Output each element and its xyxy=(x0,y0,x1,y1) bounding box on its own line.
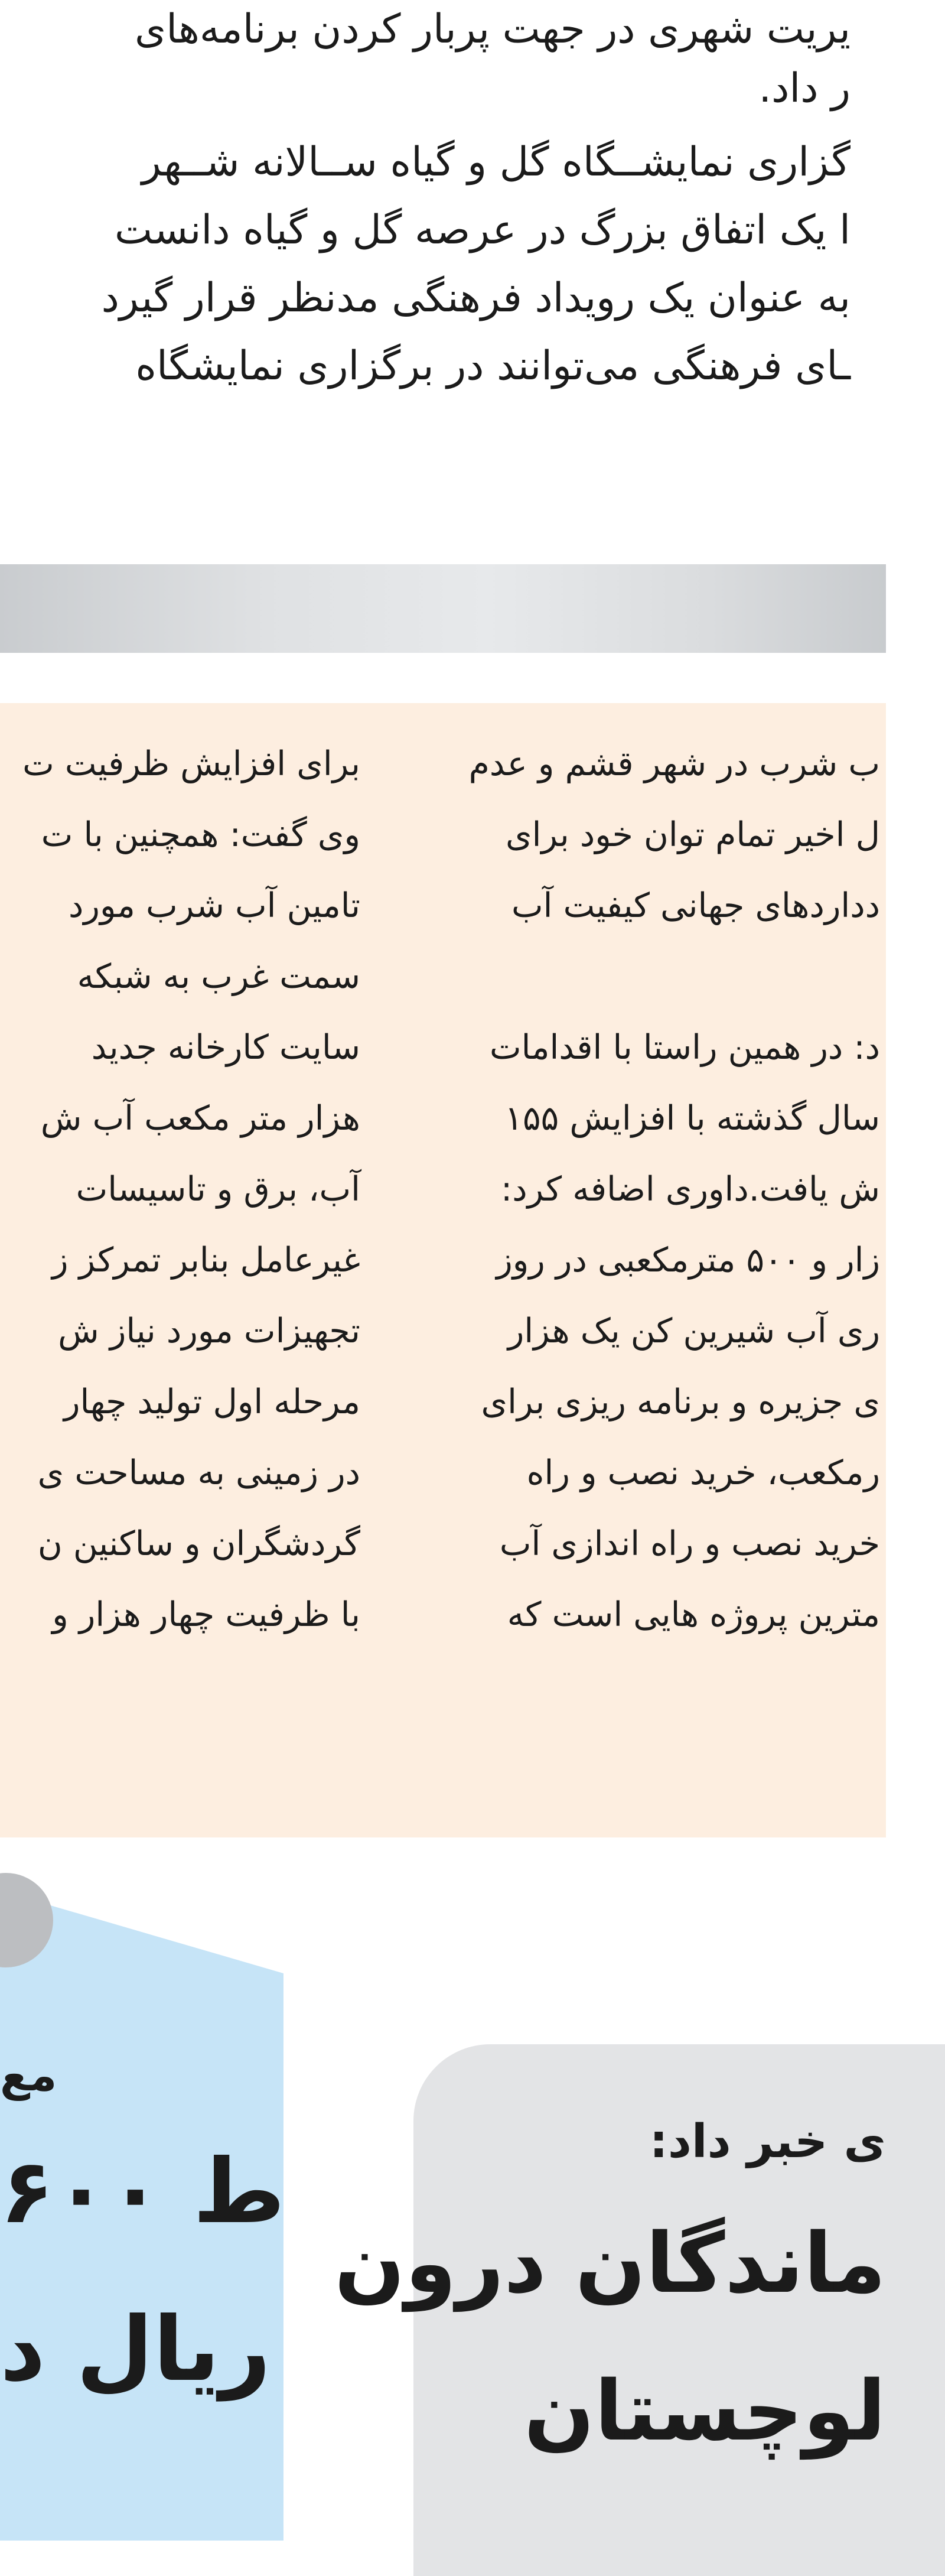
article-text-line: ر داد. xyxy=(758,65,850,112)
column-text-line: زار و ۵۰۰ مترمکعبی در روز xyxy=(496,1241,880,1280)
boxed-article xyxy=(0,703,886,1837)
gray-headline-line-2: لوچستان xyxy=(524,2363,886,2460)
column-text-line: ب شرب در شهر قشم و عدم xyxy=(468,744,880,783)
article-text-line: ا یک اتفاق بزرگ در عرصه گل و گیاه دانست xyxy=(115,207,850,253)
column-text-line: آب، برق و تاسیسات xyxy=(76,1170,360,1209)
section-divider-band xyxy=(0,564,886,653)
column-text-line: ی جزیره و برنامه ریزی برای xyxy=(481,1383,880,1422)
bottom-headlines-area xyxy=(0,1837,886,2480)
article-column-right xyxy=(431,727,886,1790)
column-text-line: با ظرفیت چهار هزار و xyxy=(52,1595,360,1634)
column-text-line: سایت کارخانه جدید xyxy=(91,1028,360,1067)
column-text-line: برای افزایش ظرفیت ت xyxy=(22,744,360,783)
column-text-line: مرحله اول تولید چهار xyxy=(64,1383,360,1422)
blue-kicker: مع xyxy=(0,2050,57,2101)
column-text-line: د: در همین راستا با اقدامات xyxy=(489,1028,880,1067)
article-text-line: گزاری نمایشــگاه گل و گیاه ســالانه شــهر xyxy=(141,139,850,186)
column-text-line: در زمینی به مساحت ی xyxy=(37,1453,360,1492)
blue-headline: ۶۰۰ ط xyxy=(0,2141,285,2243)
column-text-line: ل اخیر تمام توان خود برای xyxy=(505,815,880,854)
column-text-line: خرید نصب و راه اندازی آب xyxy=(499,1524,880,1563)
article-text-line: ـای فرهنگی می‌توانند در برگزاری نمایشگاه xyxy=(135,343,850,389)
article-column-left xyxy=(0,727,360,1790)
blue-headline-line-2: ریال د xyxy=(0,2298,271,2401)
column-text-line: غیرعامل بنابر تمرکز ز xyxy=(51,1241,360,1280)
column-text-line: تجهیزات مورد نیاز ش xyxy=(58,1312,360,1351)
article-text-line: به عنوان یک رویداد فرهنگی مدنظر قرار گیرد xyxy=(101,275,850,321)
column-text-line: مترین پروژه هایی است که xyxy=(507,1595,880,1634)
column-text-line: رمکعب، خرید نصب و راه xyxy=(526,1453,880,1492)
column-text-line: دداردهای جهانی کیفیت آب xyxy=(511,886,880,925)
column-text-line: وی گفت: همچنین با ت xyxy=(41,815,360,854)
column-text-line: تامین آب شرب مورد xyxy=(69,886,360,925)
column-text-line: ری آب شیرین کن یک هزار xyxy=(507,1312,880,1351)
gray-kicker: ی خبر داد: xyxy=(649,2115,886,2168)
column-text-line: هزار متر مکعب آب ش xyxy=(40,1099,360,1138)
top-article xyxy=(0,0,886,532)
article-text-line: یریت شهری در جهت پربار کردن برنامه‌های xyxy=(135,6,850,53)
column-text-line: سمت غرب به شبکه xyxy=(77,957,360,996)
gray-headline: ماندگان درون xyxy=(334,2216,886,2312)
column-text-line: ش یافت.داوری اضافه کرد: xyxy=(501,1170,880,1209)
column-text-line: گردشگران و ساکنین ن xyxy=(37,1524,360,1563)
column-text-line: سال گذشته با افزایش ۱۵۵ xyxy=(504,1099,880,1138)
